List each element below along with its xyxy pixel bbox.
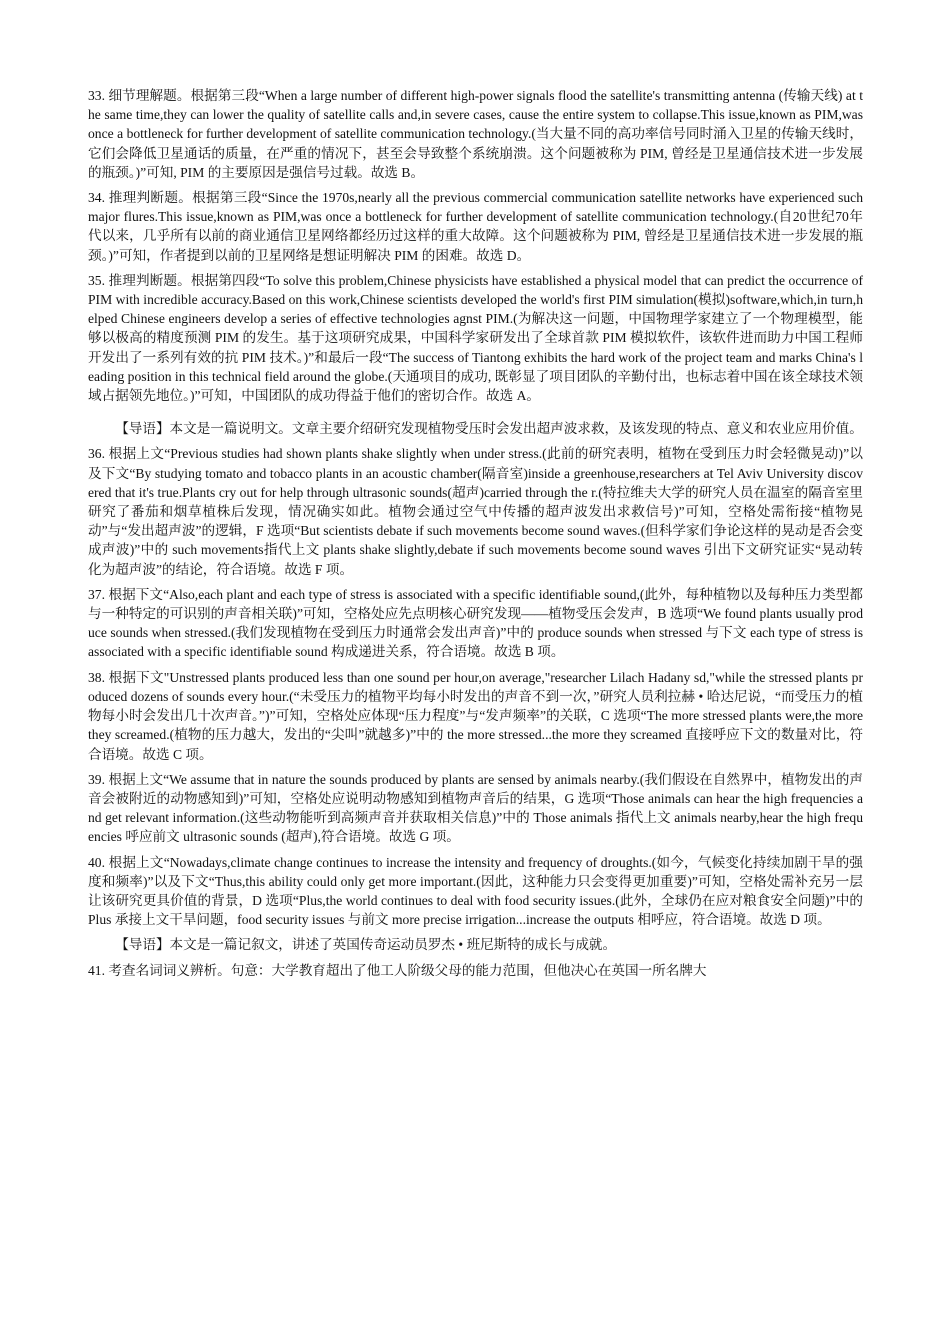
answer-41: 41. 考查名词词义辨析。句意：大学教育超出了他工人阶级父母的能力范围，但他决心在英国一所名牌大 [88,962,707,978]
answer-33: 33. 细节理解题。根据第三段“When a large number of different high-power signals flood the satellite's transmitting antenna (传输天线) at the same time,they can lower the quality of satellite calls and,in severe cases, cause the entire system to collapse.This issue,known as PIM,was once a bottleneck for further development of satellite communication technology.(当大量不同的高功率信号同时涌入卫星的传输天线时，它们会降低卫星通话的质量，在严重的情况下，甚至会导致整个系统崩溃。这个问题被称为 PIM, 曾经是卫星通信技术进一步发展的瓶颈。)”可知, PIM 的主要原因是强信号过载。故选 B。 [88,88,863,180]
document-page [88,86,863,986]
answer-35: 35. 推理判断题。根据第四段“To solve this problem,Chinese physicists have established a physical model that can predict the occurrence of PIM with incredible accuracy.Based on this work,Chinese scientists developed the world's first PIM simulation(模拟)software,which,in turn,helped Chinese engineers develop a series of effective technologies agnst PIM.(为解决这一问题，中国物理学家建立了一个物理模型，能够以极高的精度预测 PIM 的发生。基于这项研究成果，中国科学家研发出了全球首款 PIM 模拟软件，该软件进而助力中国工程师开发出了一系列有效的抗 PIM 技术。)”和最后一段“The success of Tiantong exhibits the hard work of the project team and marks China's leading position in this technical field around the globe.(天通项目的成功, 既彰显了项目团队的辛勤付出，也标志着中国在该全球技术领域占据领先地位。)”可知，中国团队的成功得益于他们的密切合作。故选 A。 [88,272,863,404]
answer-39: 39. 根据上文“We assume that in nature the sounds produced by plants are sensed by animals nearby.(我们假设在自然界中，植物发出的声音会被附近的动物感知到)”可知，空格处应说明动物感知到植物声音后的结果，G 选项“Those animals can hear the high frequencies and get relevant information.(这些动物能听到高频声音并获取相关信息)”中的 Those animals 指代上文 animals nearby,hear the high frequencies 呼应前文 ultrasonic sounds (超声),符合语境。故选 G 项。 [88,771,863,845]
passage-b-intro: 【导语】本文是一篇说明文。文章主要介绍研究发现植物受压时会发出超声波求救，及该发现的特点、意义和农业应用价值。 [115,421,863,437]
answer-36: 36. 根据上文“Previous studies had shown plants shake slightly when under stress.(此前的研究表明，植物在受到压力时会轻微晃动)”以及下文“By studying tomato and tobacco plants in an acoustic chamber(隔音室)inside a greenhouse,researchers at Tel Aviv University discovered that it's true.Plants cry out for help through ultrasonic sounds(超声)carried through the r.(特拉维夫大学的研究人员在温室的隔音室里研究了番茄和烟草植株后发现，情况确实如此。植物会通过空气中传播的超声波发出求救信号)”可知，空格处需衔接“植物晃动”与“发出超声波”的逻辑，F 选项“But scientists debate if such movements become sound waves.(但科学家们争论这样的晃动是否会变成声波)”中的 such movements指代上文 plants shake slightly,debate if such movements become sound waves 引出下文研究证实“晃动转化为超声波”的结论，符合语境。故选 F 项。 [88,446,863,577]
answer-38: 38. 根据下文"Unstressed plants produced less than one sound per hour,on average,"researcher Lilach Hadany sd,"while the stressed plants produced dozens of sounds every hour.(“未受压力的植物平均每小时发出的声音不到一次，”研究人员利拉赫 • 哈达尼说，“而受压力的植物每小时会发出几十次声音。”)”可知，空格处应体现“压力程度”与“发声频率”的关联，C 选项“The more stressed plants were,the more they screamed.(植物的压力越大，发出的“尖叫”就越多)”中的 the more stressed...the more they screamed 直接呼应下文的数量对比，符合语境。故选 C 项。 [88,669,863,762]
passage-c-intro: 【导语】本文是一篇记叙文，讲述了英国传奇运动员罗杰 • 班尼斯特的成长与成就。 [115,937,617,953]
answer-40: 40. 根据上文“Nowadays,climate change continues to increase the intensity and frequency of droughts.(如今，气候变化持续加剧干旱的强度和频率)”以及下文“Thus,this ability could only get more important.(因此，这种能力只会变得更加重要)”可知，空格处需补充另一层让该研究更具价值的背景，D 选项“Plus,the world continues to deal with food security issues.(此外，全球仍在应对粮食安全问题)”中的 Plus 承接上文干旱问题，food security issues 与前文 more precise irrigation...increase the outputs 相呼应，符合语境。故选 D 项。 [88,854,863,928]
answer-34: 34. 推理判断题。根据第三段“Since the 1970s,nearly all the previous commercial communication satellite networks have experienced such major flures.This issue,known as PIM,was once a bottleneck for further development of satellite communication technology.(自20世纪70年代以来，几乎所有以前的商业通信卫星网络都经历过这样的重大故障。这个问题被称为 PIM, 曾经是卫星通信技术进一步发展的瓶颈。)”可知，作者提到以前的卫星网络是想证明解决 PIM 的困难。故选 D。 [88,190,863,263]
answer-37: 37. 根据下文“Also,each plant and each type of stress is associated with a specific identifiable sound,(此外，每种植物以及每种压力类型都与一种特定的可识别的声音相关联)”可知，空格处应先点明核心研究发现——植物受压会发声，B 选项“We found plants usually produce sounds when stressed.(我们发现植物在受到压力时通常会发出声音)”中的 produce sounds when stressed 与下文 each type of stress is associated with a specific identifiable sound 构成递进关系，符合语境。故选 B 项。 [88,586,863,660]
